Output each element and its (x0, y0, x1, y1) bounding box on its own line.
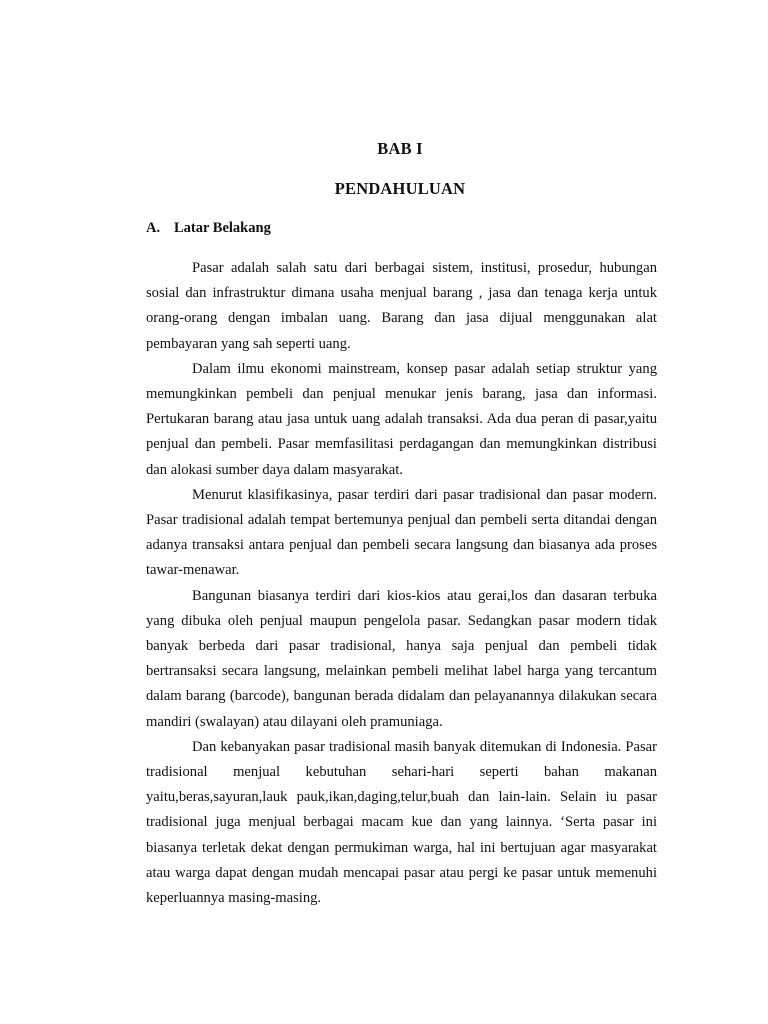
body-text (146, 256, 657, 911)
paragraph: Pasar adalah salah satu dari berbagai sistem, institusi, prosedur, hubungan sosial dan infrastruktur dimana usaha menjual barang , jasa dan tenaga kerja untuk orang-orang dengan imbalan uang. Barang dan jasa dijual menggunakan alat pembayaran yang sah seperti uang. (146, 260, 657, 352)
section-heading (146, 220, 271, 237)
chapter-number: BAB I (377, 139, 423, 158)
paragraph: Dan kebanyakan pasar tradisional masih banyak ditemukan di Indonesia. Pasar tradisional menjual kebutuhan sehari-hari seperti bahan makanan yaitu,beras,sayuran,lauk pauk,ikan,daging,telur,buah dan lain-lain. Selain iu pasar tradisional juga menjual berbagai macam kue dan yang lainnya. ‘Serta pasar ini biasanya terletak dekat dengan permukiman warga, hal ini bertujuan agar masyarakat atau warga dapat dengan mudah mencapai pasar atau pergi ke pasar untuk memenuhi keperluannya masing-masing. (146, 738, 657, 907)
paragraph: Dalam ilmu ekonomi mainstream, konsep pasar adalah setiap struktur yang memungkinkan pembeli dan penjual menukar jenis barang, jasa dan informasi. Pertukaran barang atau jasa untuk uang adalah transaksi. Ada dua peran di pasar,yaitu penjual dan pembeli. Pasar memfasilitasi perdagangan dan memungkinkan distribusi dan alokasi sumber daya dalam masyarakat. (146, 360, 657, 478)
chapter-title: PENDAHULUAN (334, 179, 466, 198)
section-title: Latar Belakang (174, 220, 271, 236)
section-letter: A. (146, 220, 161, 236)
paragraph: Menurut klasifikasinya, pasar terdiri dari pasar tradisional dan pasar modern. Pasar tradisional adalah tempat bertemunya penjual dan pembeli serta ditandai dengan adanya transaksi antara penjual dan pembeli secara langsung dan biasanya ada proses tawar-menawar. (146, 486, 657, 579)
paragraph: Bangunan biasanya terdiri dari kios-kios atau gerai,los dan dasaran terbuka yang dibuka oleh penjual maupun pengelola pasar. Sedangkan pasar modern tidak banyak berbeda dari pasar tradisional, hanya saja penjual dan pembeli tidak bertransaksi secara langsung, melainkan pembeli melihat label harga yang tercantum dalam barang (barcode), bangunan berada didalam dan pelayanannya dilakukan secara mandiri (swalayan) atau dilayani oleh pramuniaga. (146, 587, 657, 730)
